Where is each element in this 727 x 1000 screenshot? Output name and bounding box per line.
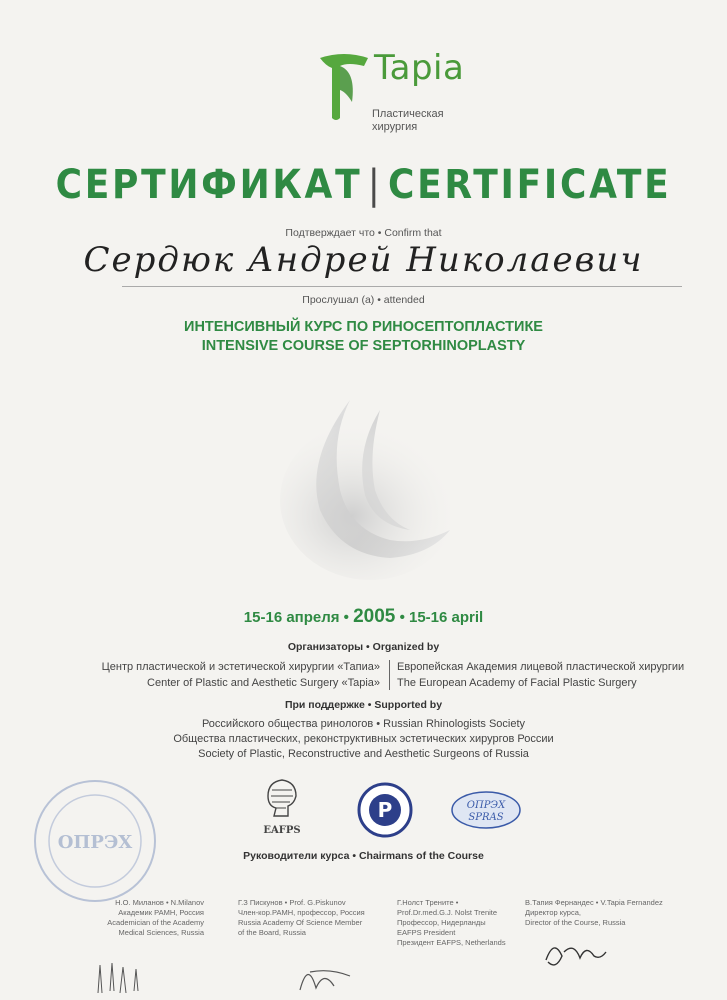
- organizer-left: [40, 659, 380, 691]
- organized-heading: Организаторы • Organized by: [287, 641, 440, 653]
- title-separator: |: [367, 162, 383, 208]
- signatory-line: Prof.Dr.med.G.J. Nolst Trenite: [397, 908, 498, 917]
- leaf-t-icon: [318, 52, 370, 122]
- eafps-emblem: [262, 778, 302, 836]
- logo-subtitle-line2: хирургия: [372, 121, 418, 133]
- signatory-line: Директор курса,: [525, 908, 581, 917]
- organizer-right-ru: Европейская Академия лицевой пластической хирургии: [397, 661, 685, 673]
- dates-year: 2005: [353, 606, 396, 627]
- logo-subtitle: [372, 108, 444, 134]
- signatory-line: Medical Sciences, Russia: [118, 928, 204, 937]
- chairmen-heading: Руководители курса • Chairmans of the Course: [243, 850, 484, 862]
- signatory-line: В.Тапия Фернандес • V.Tapia Fernandez: [525, 898, 663, 907]
- title-en: CERTIFICATE: [387, 162, 672, 208]
- supporters-list: [0, 717, 727, 762]
- name-underline: [122, 286, 682, 287]
- organizer-right-en: The European Academy of Facial Plastic Surgery: [397, 677, 637, 689]
- signatory-line: of the Board, Russia: [238, 928, 306, 937]
- supporter-item: Российского общества ринологов • Russian Rhinologists Society: [201, 718, 526, 730]
- signatory-line: Член-кор.РАМН, профессор, Россия: [238, 908, 365, 917]
- signatory-line: Academician of the Academy: [107, 918, 204, 927]
- supported-heading: При поддержке • Supported by: [284, 699, 443, 711]
- round-stamp: [30, 776, 160, 906]
- rhinologists-society-icon: [357, 782, 413, 838]
- attended-text: Прослушал (а) • attended: [302, 294, 425, 306]
- supporter-item: Общества пластических, реконструктивных эстетических хирургов России: [173, 733, 554, 745]
- organizer-right: [397, 659, 717, 691]
- signatory-line: Профессор, Нидерланды: [397, 918, 486, 927]
- signatory-2: [238, 898, 388, 938]
- organizer-divider: [389, 660, 390, 690]
- spras-emblem: [450, 790, 522, 830]
- course-dates: [0, 606, 727, 628]
- spras-line1: ОПРЭХ: [466, 800, 506, 811]
- svg-text:Р: Р: [377, 798, 393, 822]
- recipient-name: Сердюк Андрей Николаевич: [83, 240, 644, 280]
- logo-name: Tapia: [374, 48, 465, 88]
- course-title-en: INTENSIVE COURSE OF SEPTORHINOPLASTY: [201, 338, 526, 354]
- signatory-line: Академик РАМН, Россия: [118, 908, 204, 917]
- supporter-item: Society of Plastic, Reconstructive and Aesthetic Surgeons of Russia: [198, 748, 529, 760]
- certificate-title: [36, 162, 690, 208]
- signatory-4: [525, 898, 715, 928]
- spras-line2: SPRAS: [468, 812, 504, 823]
- signatory-line: Г.Нолст Трените •: [397, 898, 459, 907]
- signatory-line: Russia Academy Of Science Member: [238, 918, 363, 927]
- dates-en: • 15-16 april: [399, 609, 484, 626]
- signatory-line: Н.О. Миланов • N.Milanov: [115, 898, 204, 907]
- signature-1: [90, 955, 170, 995]
- eafps-caption: EAFPS: [263, 825, 301, 836]
- logo-subtitle-line1: Пластическая: [372, 108, 444, 120]
- organizer-left-ru: Центр пластической и эстетической хирургии «Тапиа»: [101, 661, 380, 673]
- tapia-logo: [318, 50, 478, 140]
- course-title-ru: ИНТЕНСИВНЫЙ КУРС ПО РИНОСЕПТОПЛАСТИКЕ: [184, 319, 543, 335]
- signatory-line: EAFPS President: [397, 928, 456, 937]
- signatory-line: Президент EAFPS, Netherlands: [397, 938, 506, 947]
- organizer-left-en: Center of Plastic and Aesthetic Surgery «Tapia»: [147, 677, 380, 689]
- eafps-head-icon: [262, 778, 302, 820]
- signatory-line: Г.З Пискунов • Prof. G.Piskunov: [238, 898, 346, 907]
- title-ru: СЕРТИФИКАТ: [55, 162, 363, 208]
- signature-2: [290, 950, 360, 995]
- signatory-3: [397, 898, 527, 948]
- decorative-wave-graphic: [270, 380, 470, 590]
- signatory-line: Director of the Course, Russia: [525, 918, 626, 927]
- stamp-text: ОПРЭХ: [57, 832, 133, 853]
- confirm-text: Подтверждает что • Confirm that: [285, 227, 442, 239]
- signatory-1: [54, 898, 204, 938]
- course-title: [0, 318, 727, 356]
- signature-4: [540, 930, 610, 975]
- dates-ru: 15-16 апреля •: [243, 609, 349, 626]
